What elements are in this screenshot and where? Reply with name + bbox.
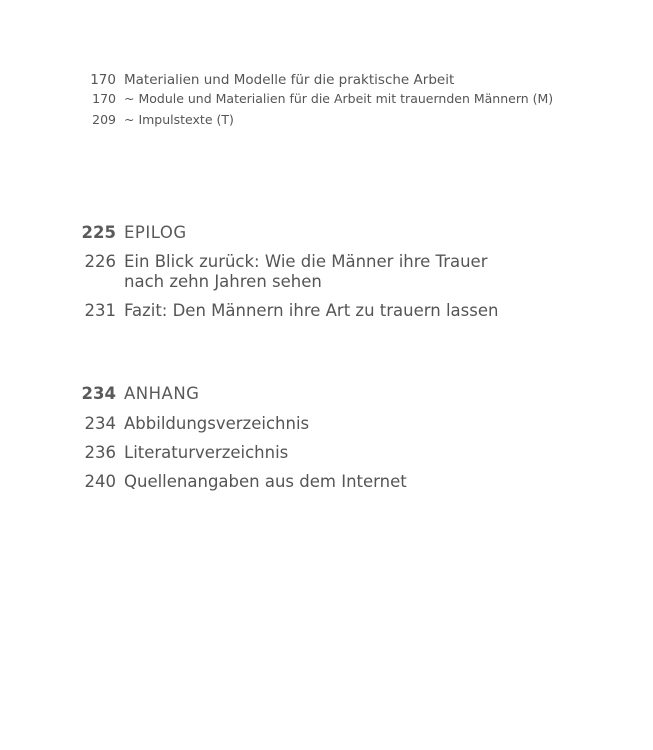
- entry-title: Quellenangaben aus dem Internet: [124, 472, 407, 491]
- page-number: 225: [81, 223, 116, 242]
- section-title: ANHANG: [124, 384, 200, 403]
- toc-subentry: [0, 112, 600, 128]
- section-heading-anhang: [0, 383, 600, 405]
- page-number: 240: [84, 472, 116, 491]
- entry-title: Ein Blick zurück: Wie die Männer ihre Trauer nach zehn Jahren sehen: [124, 252, 488, 291]
- entry-title: Abbildungsverzeichnis: [124, 414, 310, 433]
- page-number: 236: [84, 443, 116, 462]
- toc-entry: [0, 414, 600, 434]
- toc-entry: [0, 252, 600, 292]
- entry-title: Literaturverzeichnis: [124, 443, 289, 462]
- toc-subentry: [0, 91, 600, 107]
- section-title: EPILOG: [124, 223, 187, 242]
- subentry-title: ~ Impulstexte (T): [124, 112, 234, 127]
- page-number: 170: [92, 91, 116, 106]
- subentry-title: ~ Module und Materialien für die Arbeit mit trauernden Männern (M): [124, 91, 554, 106]
- toc-entry: [0, 472, 600, 492]
- page-number: 231: [84, 301, 116, 320]
- page-number: 234: [81, 384, 116, 403]
- entry-title: Materialien und Modelle für die praktische Arbeit: [124, 72, 455, 88]
- toc-entry: [0, 443, 600, 463]
- section-heading-epilog: [0, 222, 600, 244]
- toc-entry: [0, 301, 600, 321]
- page-number: 209: [92, 112, 116, 127]
- toc-entry: [0, 71, 600, 89]
- entry-title: Fazit: Den Männern ihre Art zu trauern lassen: [124, 301, 499, 320]
- page-number: 170: [90, 72, 116, 88]
- page-number: 226: [84, 252, 116, 271]
- page-number: 234: [84, 414, 116, 433]
